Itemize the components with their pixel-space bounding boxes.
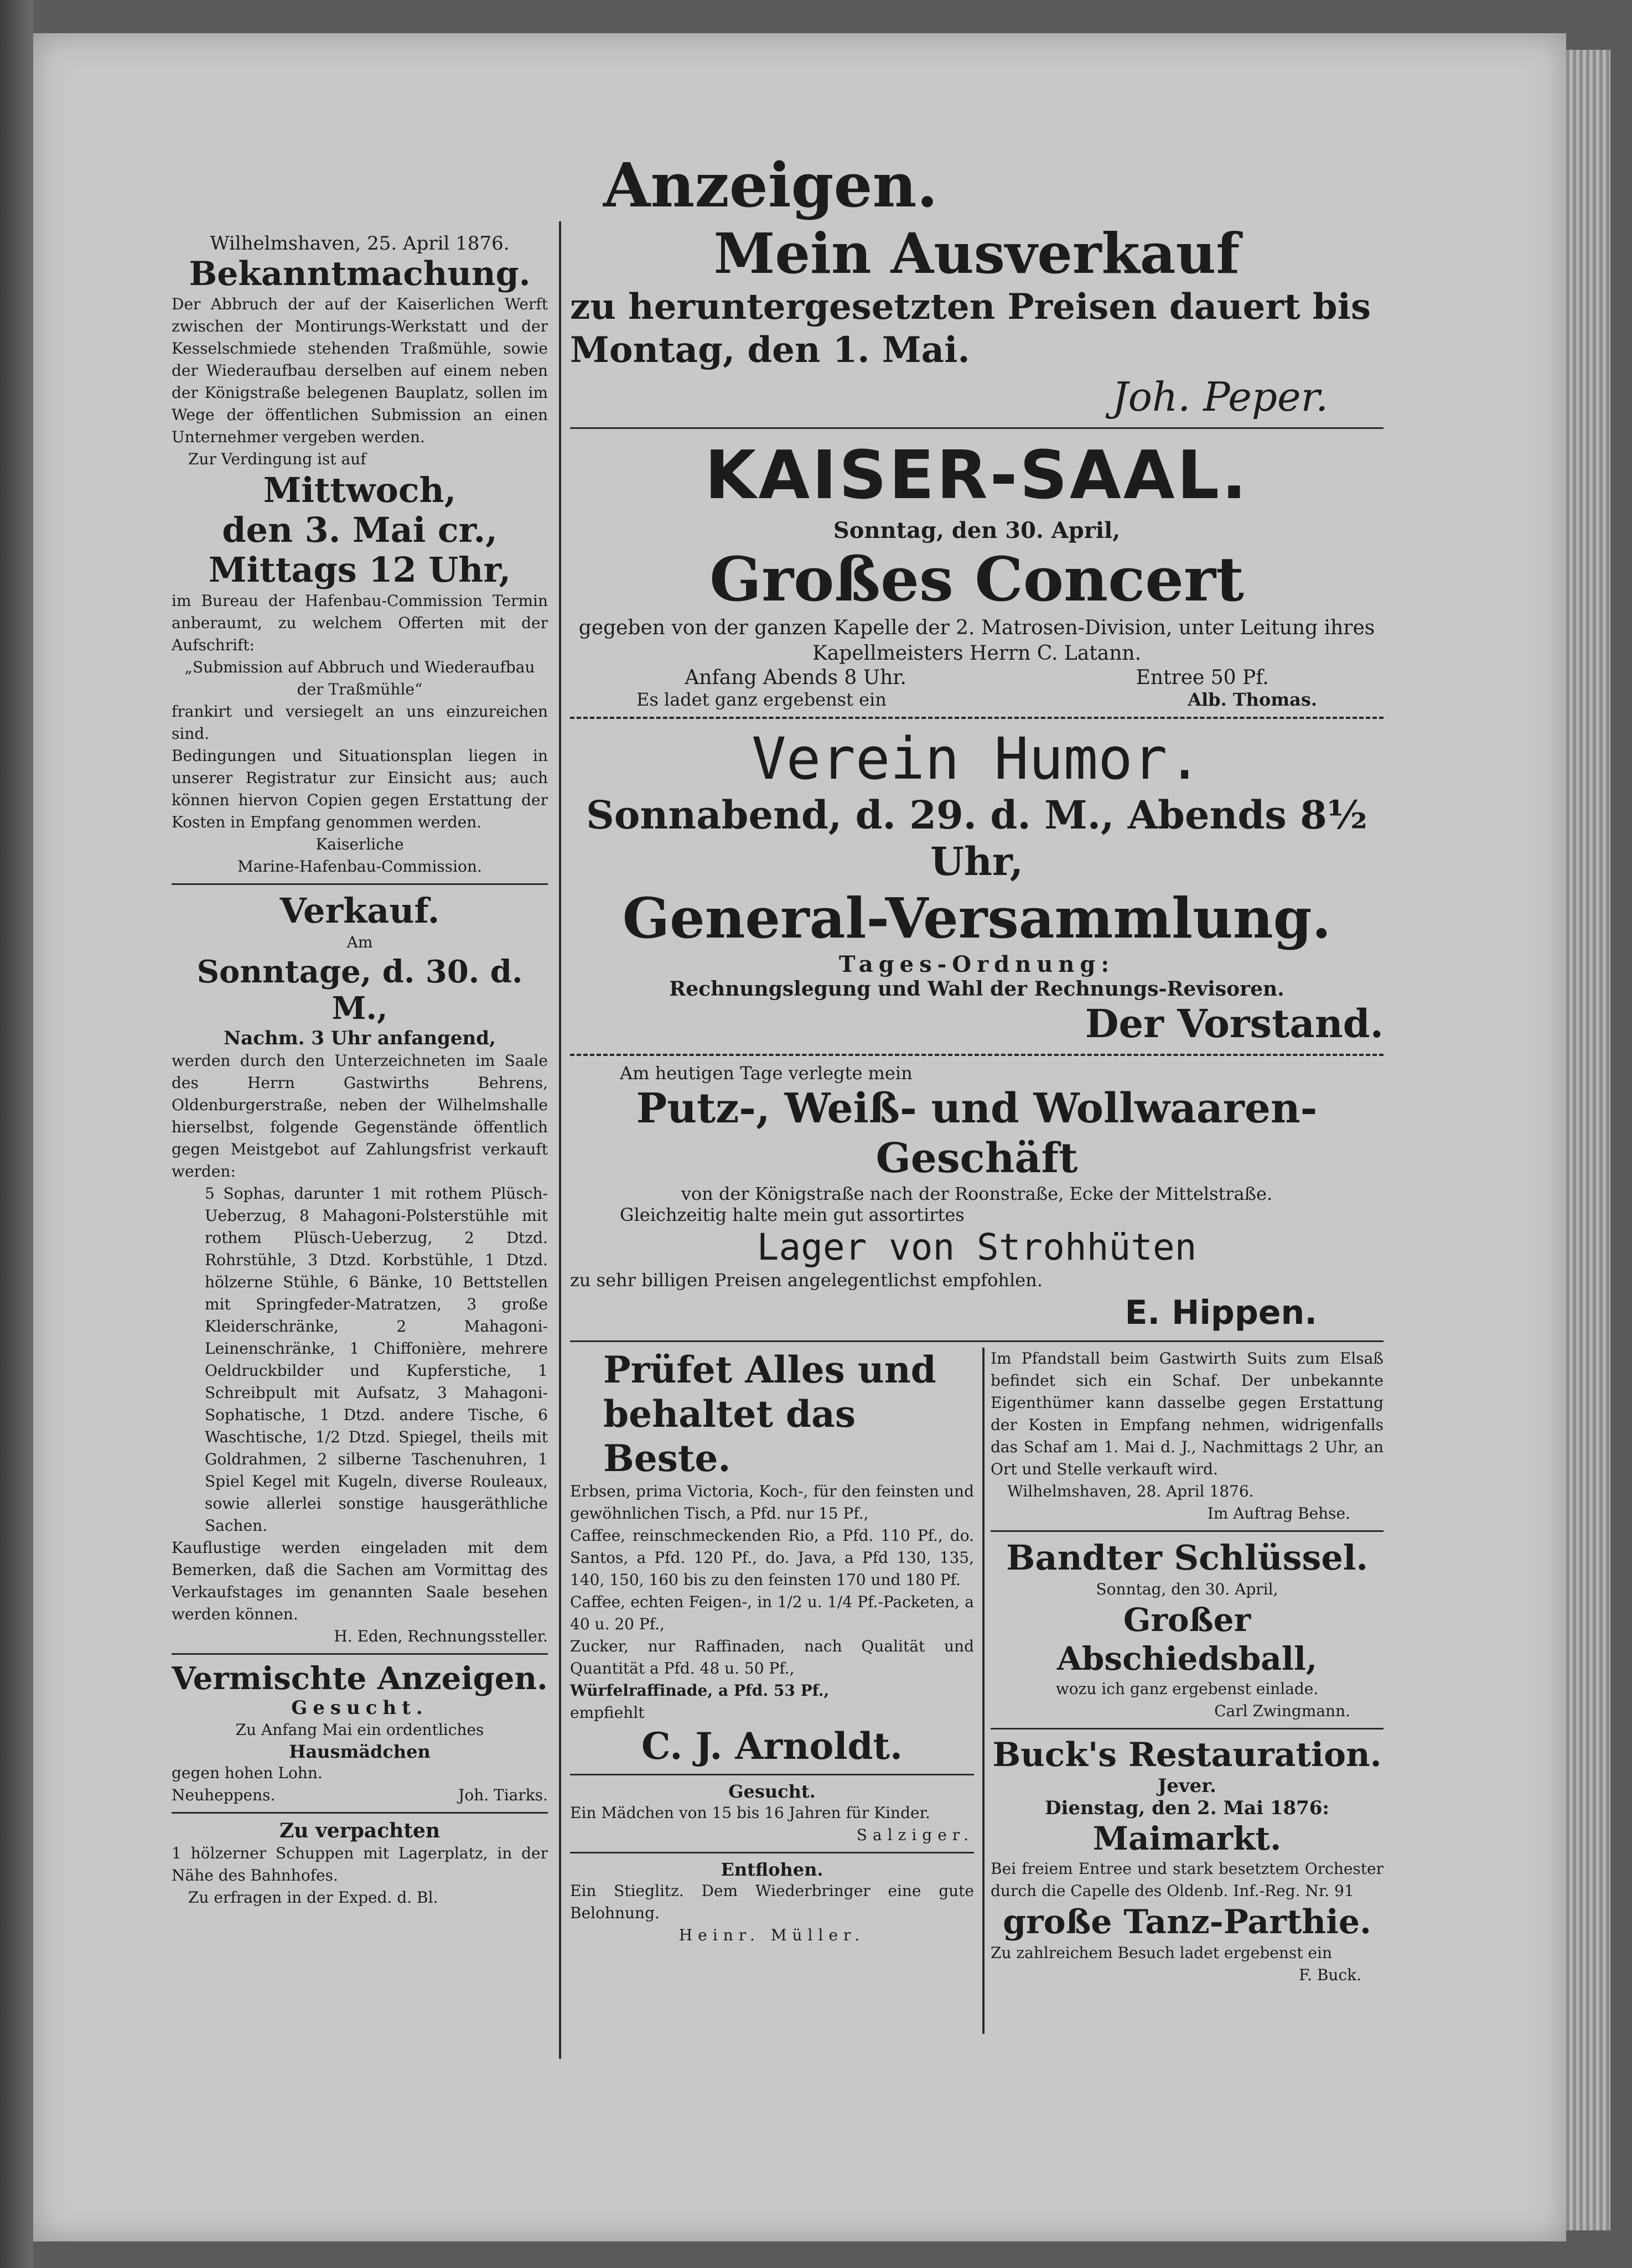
divider	[570, 717, 1384, 719]
arnoldt-erbsen: Erbsen, prima Victoria, Koch-, für den feinsten und gewöhnlichen Tisch, a Pfd. nur 15 Pf.,	[570, 1482, 974, 1523]
gesucht-place: Neuheppens.	[172, 1786, 276, 1804]
verkauf-sign: H. Eden, Rechnungssteller.	[334, 1627, 548, 1645]
gesucht2-title: Gesucht.	[728, 1781, 816, 1802]
humor-agenda: Rechnungslegung und Wahl der Rechnungs-Revisoren.	[669, 977, 1284, 1001]
divider	[570, 1774, 974, 1775]
entflohen-title: Entflohen.	[721, 1859, 823, 1880]
gesucht-line2: Hausmädchen	[289, 1741, 431, 1762]
arnoldt-ad	[570, 1348, 974, 1946]
kaiser-invite: Es ladet ganz ergebenst ein	[636, 689, 887, 710]
divider	[172, 1812, 548, 1814]
schaf-sign: Im Auftrag Behse.	[1207, 1504, 1350, 1523]
gesucht2-sign: Salziger.	[856, 1826, 974, 1844]
hippen-body: zu sehr billigen Preisen angelegentlichst empfohlen.	[570, 1270, 1043, 1291]
inner-column-rule	[982, 1348, 985, 2034]
humor-sign: Der Vorstand.	[1085, 1001, 1384, 1047]
buck-date: Dienstag, den 2. Mai 1876:	[1045, 1797, 1329, 1819]
bekanntmachung-intro: Zur Verdingung ist auf	[188, 450, 366, 468]
page-edges	[1566, 50, 1610, 2230]
divider	[991, 1728, 1384, 1730]
pacht-info: Zu erfragen in der Exped. d. Bl.	[188, 1888, 438, 1907]
arnoldt-title: Prüfet Alles und behaltet das Beste.	[603, 1348, 936, 1480]
column-rule	[559, 221, 561, 2059]
hippen-title: Putz-, Weiß- und Wollwaaren-Geschäft	[636, 1085, 1318, 1182]
arnoldt-caffee: Caffee, reinschmeckenden Rio, a Pfd. 110 Pf., do. Santos, a Pfd. 120 Pf., do. Java, a Pfd 130, 135, 140, 150, 160 bis zu den feinsten 170 und 180 Pf.	[570, 1526, 974, 1589]
dateline: Wilhelmshaven, 25. April 1876.	[210, 232, 510, 255]
hippen-also: Gleichzeitig halte mein gut assortirtes	[620, 1204, 965, 1225]
bekanntmachung-body3: frankirt und versiegelt an uns einzureichen sind.	[172, 702, 548, 743]
pacht-body: 1 hölzerner Schuppen mit Lagerplatz, in der Nähe des Bahnhofes.	[172, 1844, 548, 1884]
bekanntmachung-title: Bekanntmachung.	[189, 255, 531, 293]
schaf-date: Wilhelmshaven, 28. April 1876.	[1007, 1482, 1254, 1500]
bandt-invite: wozu ich ganz ergebenst einlade.	[1055, 1680, 1319, 1698]
kaiser-body: gegeben von der ganzen Kapelle der 2. Matrosen-Division, unter Leitung ihres Kapellmeisters Herrn C. Latann.	[578, 617, 1375, 665]
verkauf-body2: Kauflustige werden eingeladen mit dem Bemerken, daß die Sachen am Vormittag des Verkaufstages im genannten Saale besehen werden können.	[172, 1539, 548, 1623]
humor-event: General-Versammlung.	[622, 886, 1331, 951]
divider	[570, 427, 1384, 429]
kaiser-info	[570, 666, 1384, 689]
buck-party: große Tanz-Parthie.	[1003, 1903, 1371, 1941]
hippen-sign: E. Hippen.	[1125, 1293, 1317, 1332]
bekanntmachung-body: Der Abbruch der auf der Kaiserlichen Werft zwischen der Montirungs-Werkstatt und der Kesselschmiede stehenden Traßmühle, sowie der Wiederaufbau derselben auf einem neben der Königstraße belegenen Bauplatz, sollen im Wege der öffentlichen Submission an einen Unternehmer vergeben werden.	[172, 295, 548, 446]
bekanntmachung-time: Mittags 12 Uhr,	[208, 550, 511, 590]
verkauf-date: Sonntage, d. 30. d. M.,	[196, 954, 523, 1027]
anzeigen-heading: Anzeigen.	[603, 149, 938, 221]
schaf-body: Im Pfandstall beim Gastwirth Suits zum Elsaß befindet sich ein Schaf. Der unbekannte Eigenthümer kann dasselbe gegen Erstattung der Kosten in Empfang nehmen, widrigenfalls das Schaf am 1. Mai d. J., Nachmittags 2 Uhr, an Ort und Stelle verkauft wird.	[991, 1349, 1384, 1478]
split-section	[570, 1348, 1384, 2034]
divider	[172, 1653, 548, 1655]
gesucht2-body: Ein Mädchen von 15 bis 16 Jahren für Kinder.	[570, 1804, 930, 1822]
hippen-lager: Lager von Strohhüten	[757, 1226, 1197, 1268]
humor-agenda-title: Tages-Ordnung:	[838, 951, 1115, 977]
buck-invite: Zu zahlreichem Besuch ladet ergebenst ein	[991, 1944, 1332, 1962]
buck-event: Maimarkt.	[1092, 1820, 1282, 1857]
hippen-intro: Am heutigen Tage verlegte mein	[620, 1063, 913, 1084]
buck-body: Bei freiem Entree und stark besetztem Orchester durch die Capelle des Oldenb. Inf.-Reg. Nr. 91	[991, 1860, 1384, 1900]
right-ads	[991, 1348, 1384, 1986]
gesucht-footer	[172, 1784, 548, 1806]
arnoldt-empf: empfiehlt	[570, 1703, 645, 1722]
buck-title: Buck's Restauration.	[992, 1736, 1382, 1774]
bekanntmachung-sign1: Kaiserliche	[315, 835, 404, 853]
verkauf-time: Nachm. 3 Uhr anfangend,	[224, 1027, 496, 1049]
humor-date: Sonnabend, d. 29. d. M., Abends 8½ Uhr,	[586, 792, 1367, 884]
kaiser-saal-title: KAISER-SAAL.	[704, 437, 1249, 514]
arnoldt-sign: C. J. Arnoldt.	[641, 1725, 903, 1768]
humor-title: Verein Humor.	[752, 725, 1202, 793]
divider	[570, 1340, 1384, 1342]
kaiser-start: Anfang Abends 8 Uhr.	[685, 666, 906, 689]
arnoldt-wuerfel: Würfelraffinade, a Pfd. 53 Pf.,	[570, 1681, 830, 1700]
pacht-title: Zu verpachten	[279, 1819, 441, 1842]
arnoldt-zucker: Zucker, nur Raffinaden, nach Qualität und Quantität a Pfd. 48 u. 50 Pf.,	[570, 1637, 974, 1677]
bekanntmachung-quote: „Submission auf Abbruch und Wiederaufbau der Traßmühle“	[184, 658, 535, 698]
divider	[570, 1852, 974, 1853]
bandt-date: Sonntag, den 30. April,	[1096, 1580, 1278, 1598]
divider	[172, 883, 548, 885]
bandt-title: Bandter Schlüssel.	[1006, 1537, 1368, 1578]
divider	[570, 1054, 1384, 1056]
entflohen-body: Ein Stieglitz. Dem Wiederbringer eine gute Belohnung.	[570, 1882, 974, 1922]
bekanntmachung-body4: Bedingungen und Situationsplan liegen in unserer Registratur zur Einsicht aus; auch können hiervon Copien gegen Erstattung der Kosten in Empfang genommen werden.	[172, 747, 548, 831]
buck-place: Jever.	[1158, 1775, 1216, 1797]
verkauf-am: Am	[346, 933, 373, 951]
gesucht-title: Gesucht.	[291, 1697, 428, 1719]
kaiser-event: Großes Concert	[709, 543, 1244, 615]
main-column	[570, 149, 1384, 2034]
book-gutter	[0, 0, 33, 2268]
bandt-event: Großer Abschiedsball,	[1056, 1601, 1318, 1677]
ausverkauf-title: Mein Ausverkauf	[713, 221, 1240, 286]
buck-sign: F. Buck.	[1298, 1966, 1361, 1984]
vermischte-title: Vermischte Anzeigen.	[172, 1660, 548, 1697]
ausverkauf-sign: Joh. Peper.	[1112, 374, 1328, 420]
entflohen-sign: Heinr. Müller.	[678, 1926, 866, 1944]
hippen-location: von der Königstraße nach der Roonstraße, Ecke der Mittelstraße.	[681, 1183, 1273, 1204]
bekanntmachung-sign2: Marine-Hafenbau-Commission.	[237, 857, 482, 876]
kaiser-sign: Alb. Thomas.	[1188, 689, 1317, 710]
bekanntmachung-date: den 3. Mai cr.,	[222, 510, 498, 550]
bekanntmachung-body2: im Bureau der Hafenbau-Commission Termin anberaumt, zu welchem Offerten mit der Aufschrift:	[172, 592, 548, 654]
verkauf-title: Verkauf.	[279, 890, 440, 931]
gesucht-line1: Zu Anfang Mai ein ordentliches	[235, 1721, 484, 1739]
gesucht-sign: Joh. Tiarks.	[458, 1786, 548, 1804]
bandt-sign: Carl Zwingmann.	[1214, 1702, 1350, 1720]
verkauf-body: werden durch den Unterzeichneten im Saale des Herrn Gastwirths Behrens, Oldenburgerstraße, neben der Wilhelmshalle hierselbst, folgende Gegenstände öffentlich gegen Meistgebot auf Zahlungsfrist verkauft werden:	[172, 1052, 548, 1180]
divider	[991, 1530, 1384, 1532]
bekanntmachung-day: Mittwoch,	[263, 470, 457, 510]
kaiser-footer	[570, 689, 1384, 710]
ausverkauf-body: zu heruntergesetzten Preisen dauert bis Montag, den 1. Mai.	[570, 286, 1371, 371]
kaiser-date: Sonntag, den 30. April,	[833, 517, 1121, 543]
left-column	[172, 232, 548, 1909]
verkauf-items: 5 Sophas, darunter 1 mit rothem Plüsch-Ueberzug, 8 Mahagoni-Polsterstühle mit rothem Plüsch-Ueberzug, 2 Dtzd. Rohrstühle, 3 Dtzd. Korbstühle, 1 Dtzd. hölzerne Stühle, 6 Bänke, 10 Bettstellen mit Springfeder-Matratzen, 3 große Kleiderschränke, 2 Mahagoni-Leinenschränke, 1 Chiffonière, mehrere Oeldruckbilder und Kupferstiche, 1 Schreibpult mit Aufsatz, 3 Mahagoni-Sophatische, 1 Dtzd. andere Tische, 6 Waschtische, 1/2 Dtzd. Spiegel, theils mit Goldrahmen, 2 silberne Taschenuhren, 1 Spiel Kegel mit Kugeln, diverse Rouleaux, sowie allerlei sonstige hausgeräthliche Sachen.	[205, 1184, 548, 1535]
arnoldt-feigen: Caffee, echten Feigen-, in 1/2 u. 1/4 Pf.-Packeten, a 40 u. 20 Pf.,	[570, 1593, 974, 1633]
gesucht-line3: gegen hohen Lohn.	[172, 1764, 323, 1782]
kaiser-entry: Entree 50 Pf.	[1136, 666, 1269, 689]
